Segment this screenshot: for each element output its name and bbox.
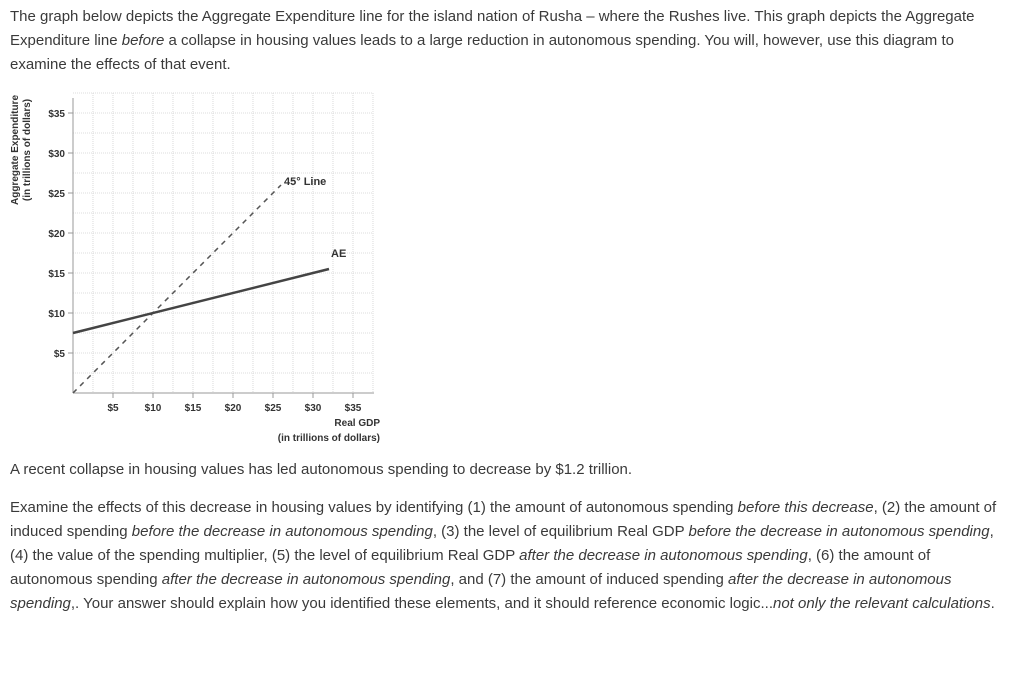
question-text: , (3) the level of equilibrium Real GDP xyxy=(432,523,689,540)
x-tick-label: $15 xyxy=(184,403,202,414)
x-axis-subtitle: (in trillions of dollars) xyxy=(277,433,380,444)
x-tick-label: $35 xyxy=(344,403,362,414)
x-axis-title: Real GDP xyxy=(334,418,380,429)
intro-text-1: The graph below depicts the Aggregate Expenditure line for the island nation of Rusha – where the Rushes live. This graph depicts the Aggregate Expenditure line xyxy=(10,8,975,49)
question-emphasis: after the decrease in autonomous spending xyxy=(519,547,808,564)
y-tick-label: $15 xyxy=(48,269,65,280)
question-text: . xyxy=(990,595,995,612)
y-axis-title: Aggregate Expenditure xyxy=(10,94,21,206)
question-paragraph xyxy=(10,496,1010,616)
question-text: , (6) the amount of autonomous spending xyxy=(10,547,931,588)
y-tick-label: $5 xyxy=(53,349,65,360)
series-label-45: 45° Line xyxy=(284,176,327,188)
question-text: , (2) the amount of induced spending xyxy=(10,499,997,540)
question-emphasis: after the decrease in autonomous spending xyxy=(161,571,451,588)
question-emphasis: before the decrease in autonomous spending xyxy=(131,523,433,540)
y-axis-subtitle: (in trillions of dollars) xyxy=(22,98,33,202)
x-tick-label: $30 xyxy=(304,403,322,414)
question-emphasis: before this decrease xyxy=(737,499,874,516)
question-text: , (4) the value of the spending multiplier, (5) the level of equilibrium Real GDP xyxy=(10,523,994,564)
collapse-statement: A recent collapse in housing values has led autonomous spending to decrease by $1.2 trillion. xyxy=(10,461,633,478)
intro-text-2: a collapse in housing values leads to a large reduction in autonomous spending. You will, however, use this diagram to examine the effects of that event. xyxy=(10,32,954,73)
intro-emphasis: before xyxy=(121,32,165,49)
x-tick-label: $20 xyxy=(224,403,242,414)
intro-paragraph xyxy=(10,5,1010,77)
x-tick-label: $5 xyxy=(107,403,119,414)
question-emphasis: after the decrease in autonomous spending xyxy=(10,571,952,612)
question-text: , and (7) the amount of induced spending xyxy=(450,571,729,588)
y-tick-label: $20 xyxy=(48,229,65,240)
chart-series xyxy=(73,185,329,393)
series-label-ae: AE xyxy=(331,248,347,260)
ae-chart xyxy=(0,88,400,458)
chart-ticks xyxy=(48,109,361,414)
x-tick-label: $25 xyxy=(264,403,282,414)
question-emphasis: before the decrease in autonomous spending xyxy=(688,523,990,540)
question-text: ,. Your answer should explain how you identified these elements, and it should reference economic logic... xyxy=(70,595,773,612)
question-emphasis: not only the relevant calculations xyxy=(772,595,991,612)
x-tick-label: $10 xyxy=(144,403,162,414)
question-text: Examine the effects of this decrease in housing values by identifying (1) the amount of autonomous spending xyxy=(10,499,738,516)
y-tick-label: $30 xyxy=(48,149,65,160)
y-tick-label: $25 xyxy=(48,189,65,200)
y-tick-label: $35 xyxy=(48,109,65,120)
y-tick-label: $10 xyxy=(48,309,65,320)
line-ae xyxy=(73,269,329,333)
